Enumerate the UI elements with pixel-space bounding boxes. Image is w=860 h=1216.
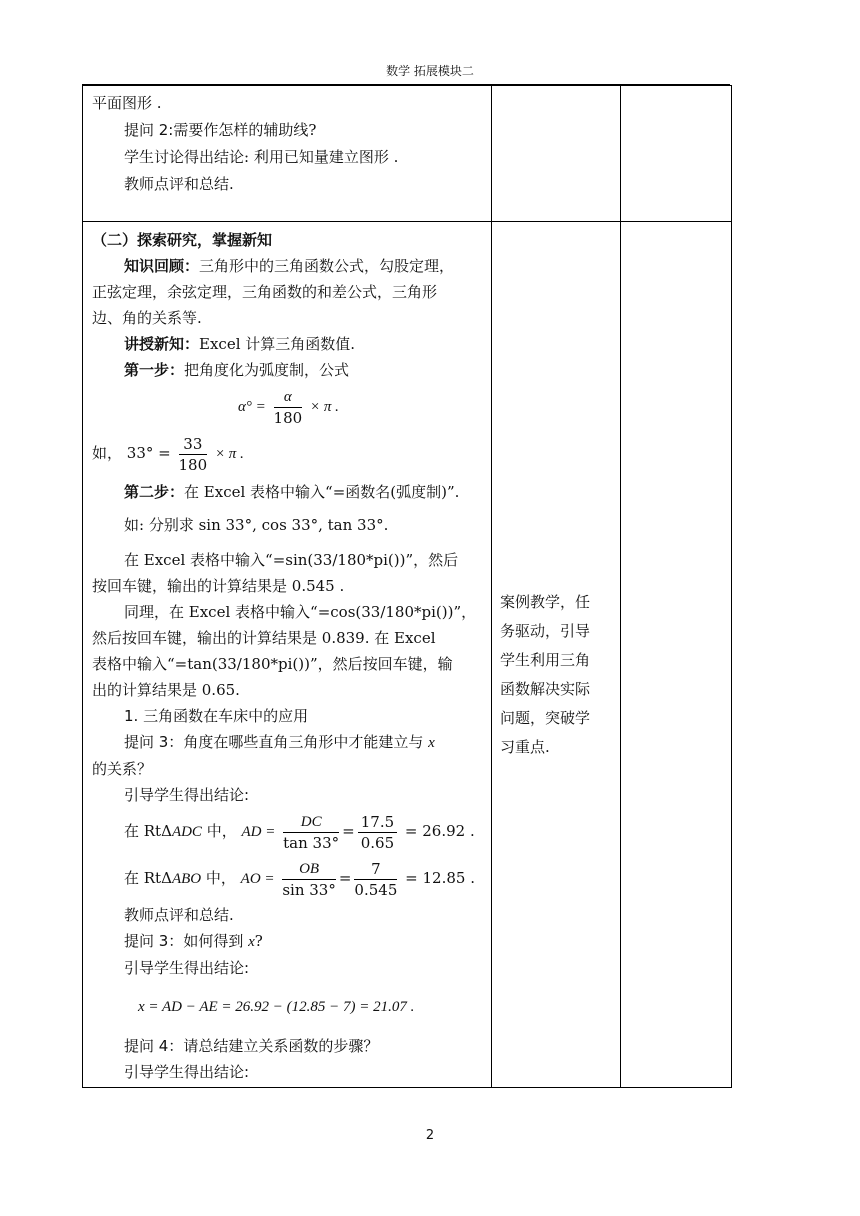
fraction: $\frac{DC}{\tan 33^\circ}$ (283, 813, 340, 852)
method-cell-empty (492, 86, 621, 222)
text-line: 正弦定理，余弦定理，三角函数的和差公式，三角形 (92, 283, 438, 301)
step-1: 第一步：把角度化为弧度制，公式 (124, 361, 350, 379)
question-3b: 提问 3：如何得到 x? (124, 932, 263, 950)
guide-conclusion: 引导学生得出结论: (124, 959, 250, 977)
method-line: 务驱动，引导 (500, 622, 591, 640)
discussion-conclusion: 学生讨论得出结论: 利用已知量建立图形 . (124, 148, 399, 166)
text-line: 在 Excel 表格中输入“=sin(33/180*pi())”，然后 (124, 551, 459, 569)
step-2: 第二步：在 Excel 表格中输入“=函数名(弧度制)”. (124, 483, 460, 501)
section-title: （二）探索研究，掌握新知 (92, 231, 273, 249)
fraction: $\frac{33}{180}$ (178, 434, 208, 474)
example-33-degrees: 如， 33° = $\frac{33}{180}$ × π . (92, 434, 244, 474)
text-line: 的关系？ (92, 760, 153, 778)
knowledge-review: 知识回顾：三角形中的三角函数公式，勾股定理， (124, 257, 455, 275)
table-row (83, 222, 732, 1088)
teacher-summary: 教师点评和总结. (124, 906, 234, 924)
notes-cell-empty (621, 222, 732, 1088)
activity-cell (83, 86, 492, 222)
guide-conclusion: 引导学生得出结论: (124, 1063, 250, 1081)
equation-x: x = AD − AE = 26.92 − (12.85 − 7) = 21.07 . (138, 999, 415, 1015)
example-2: 如: 分别求 sin 33°, cos 33°, tan 33°. (124, 516, 389, 534)
new-knowledge: 讲授新知：Excel 计算三角函数值. (124, 335, 356, 353)
fraction: $\frac{7}{0.545}$ (354, 859, 398, 899)
text-line: 表格中输入“=tan(33/180*pi())”，然后按回车键，输 (92, 655, 453, 673)
fraction: $\frac{\alpha}{180}$ (273, 388, 303, 427)
teacher-summary: 教师点评和总结. (124, 175, 234, 193)
question-2: 提问 2:需要作怎样的辅助线? (124, 121, 317, 139)
page-header: 数学 拓展模块二 (386, 64, 474, 78)
table-row (83, 86, 732, 222)
lesson-plan-table (82, 85, 732, 1088)
question-3: 提问 3：角度在哪些直角三角形中才能建立与 x (124, 733, 435, 751)
method-line: 学生利用三角 (500, 651, 591, 669)
activity-cell (83, 222, 492, 1088)
text-line: 同理，在 Excel 表格中输入“=cos(33/180*pi())”， (124, 603, 477, 621)
method-line: 习重点. (500, 738, 550, 756)
text-line: 平面图形 . (92, 94, 162, 112)
notes-cell-empty (621, 86, 732, 222)
question-4: 提问 4：请总结建立关系函数的步骤？ (124, 1037, 379, 1055)
equation-ad: 在 RtΔADC 中， AD = $\frac{DC}{\tan 33^\circ}$ = $\frac{17.5}{0.65}$ = 26.92 . (124, 812, 475, 852)
fraction: $\frac{OB}{\sin 33^\circ}$ (282, 860, 336, 899)
equation-ao: 在 RtΔABO 中， AO = $\frac{OB}{\sin 33^\circ}$ = $\frac{7}{0.545}$ = 12.85 . (124, 859, 475, 899)
method-cell (492, 222, 621, 1088)
method-line: 问题，突破学 (500, 709, 591, 727)
method-line: 函数解决实际 (500, 680, 591, 698)
guide-conclusion: 引导学生得出结论: (124, 786, 250, 804)
fraction: $\frac{17.5}{0.65}$ (358, 812, 397, 853)
formula-degree-to-radian: α° = $\frac{\alpha}{180}$ × π . (238, 388, 339, 427)
application-heading: 1. 三角函数在车床中的应用 (124, 707, 309, 725)
page-number: 2 (425, 1128, 435, 1143)
text-line: 然后按回车键，输出的计算结果是 0.839. 在 Excel (92, 629, 436, 647)
text-line: 出的计算结果是 0.65. (92, 681, 240, 699)
text-line: 边、角的关系等. (92, 309, 202, 327)
method-line: 案例教学，任 (500, 593, 591, 611)
text-line: 按回车键，输出的计算结果是 0.545 . (92, 577, 345, 595)
